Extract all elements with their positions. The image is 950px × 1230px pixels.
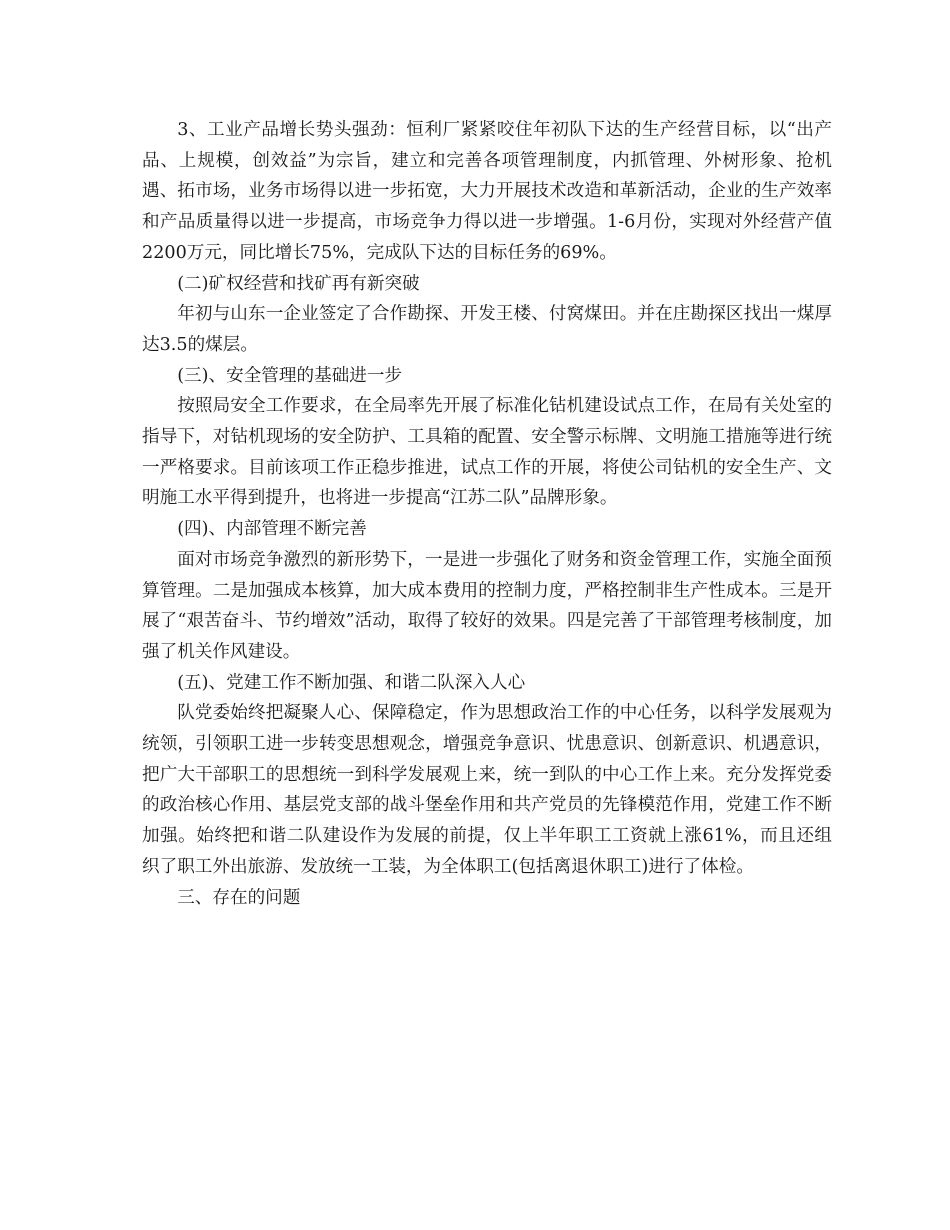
paragraph-party-building: 队党委始终把凝聚人心、保障稳定，作为思想政治工作的中心任务，以科学发展观为统领，引领职工进一步转变思想观念，增强竞争意识、忧患意识、创新意识、机遇意识，把广大干部职工的思想统一到科学发展观上来，统一到队的中心工作上来。充分发挥党委的政治核心作用、基层党支部的战斗堡垒作用和共产党员的先锋模范作用，党建工作不断加强。始终把和谐二队建设作为发展的前提，仅上半年职工工资就上涨61%，而且还组织了职工外出旅游、发放统一工装，为全体职工(包括离退休职工)进行了体检。 <box>142 703 832 877</box>
paragraph-internal-management: 面对市场竞争激烈的新形势下，一是进一步强化了财务和资金管理工作，实施全面预算管理。二是加强成本核算，加大成本费用的控制力度，严格控制非生产性成本。三是开展了“艰苦奋斗、节约增效”活动，取得了较好的效果。四是完善了干部管理考核制度，加强了机关作风建设。 <box>142 549 832 662</box>
heading-mining-rights: (二)矿权经营和找矿再有新突破 <box>177 273 420 294</box>
paragraph-safety-management: 按照局安全工作要求，在全局率先开展了标准化钻机建设试点工作，在局有关处室的指导下，对钻机现场的安全防护、工具箱的配置、安全警示标牌、文明施工措施等进行统一严格要求。目前该项工作正稳步推进，试点工作的开展，将使公司钻机的安全生产、文明施工水平得到提升，也将进一步提高“江苏二队”品牌形象。 <box>142 396 832 509</box>
heading-safety-management: (三)、安全管理的基础进一步 <box>177 365 403 386</box>
paragraph-mining-rights: 年初与山东一企业签定了合作勘探、开发王楼、付窝煤田。并在庄勘探区找出一煤厚达3.5的煤层。 <box>142 304 832 355</box>
paragraph-industrial-growth: 3、工业产品增长势头强劲：恒利厂紧紧咬住年初队下达的生产经营目标，以“出产品、上规模，创效益”为宗旨，建立和完善各项管理制度，内抓管理、外树形象、抢机遇、拓市场，业务市场得以进一步拓宽，大力开展技术改造和革新活动，企业的生产效率和产品质量得以进一步提高，市场竞争力得以进一步增强。1-6月份，实现对外经营产值2200万元，同比增长75%，完成队下达的目标任务的69%。 <box>142 120 832 263</box>
document-body <box>142 115 832 913</box>
heading-party-building: (五)、党建工作不断加强、和谐二队深入人心 <box>177 672 526 693</box>
heading-internal-management: (四)、内部管理不断完善 <box>177 519 367 540</box>
heading-existing-problems: 三、存在的问题 <box>177 887 301 908</box>
